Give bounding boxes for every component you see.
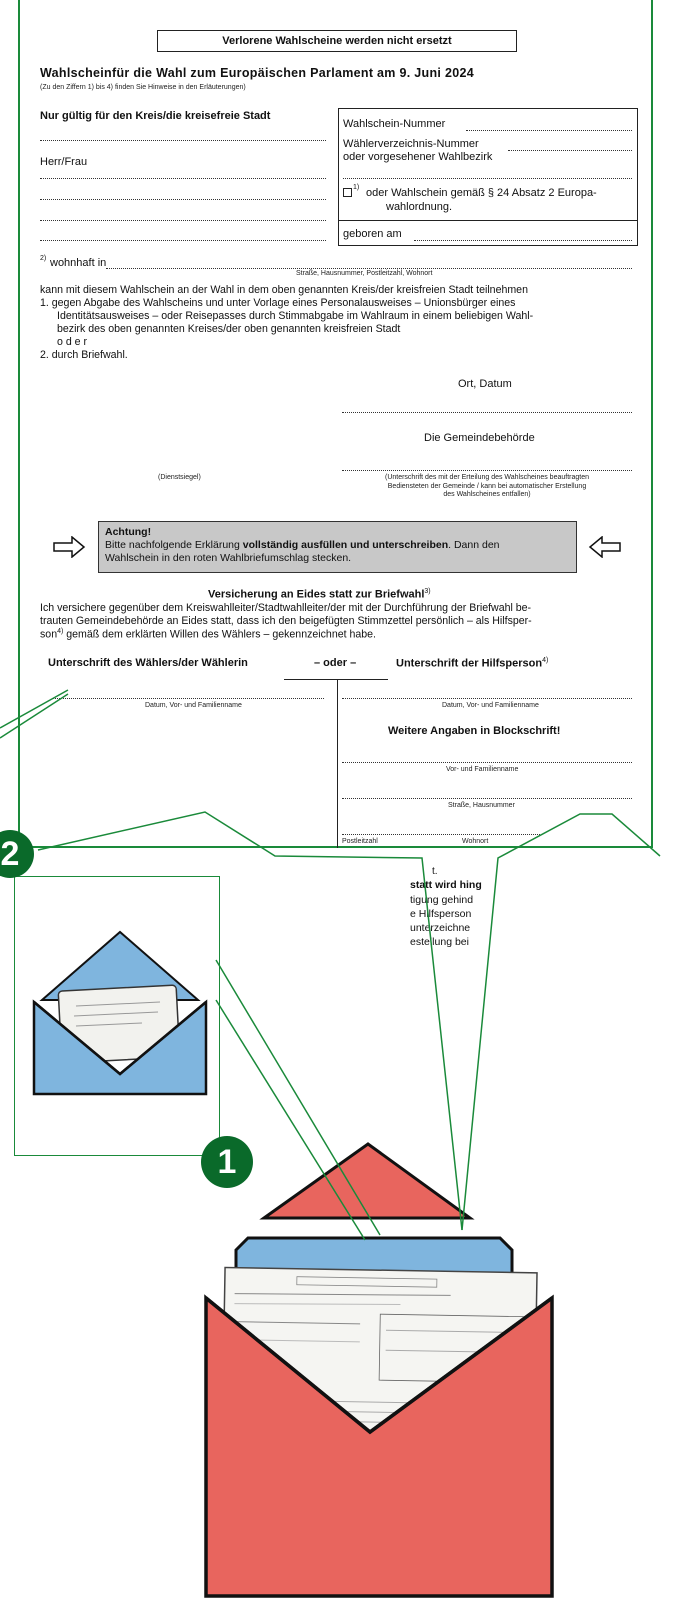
helper-plz-field[interactable] — [342, 834, 542, 835]
versicherung-line-3-a: son — [40, 628, 58, 641]
helper-signature-label — [396, 657, 548, 670]
body-item2: 2. durch Briefwahl. — [40, 349, 128, 361]
helper-plz-caption: Postleitzahl — [342, 838, 378, 845]
checkbox-text-2: wahlordnung. — [386, 201, 453, 213]
address-line-3[interactable] — [40, 220, 326, 221]
signature-oder: – oder – — [314, 657, 357, 669]
wahlbezirk-field[interactable] — [343, 178, 632, 179]
fragment-5: unterzeichne — [410, 922, 471, 934]
voter-signature-caption: Datum, Vor- und Familienname — [145, 702, 242, 709]
fragment-3: tigung gehind — [410, 894, 474, 906]
versicherung-heading-sup: 3) — [424, 588, 431, 595]
warning-text-bold: vollständig ausfüllen und unterschreiben — [242, 539, 449, 551]
versicherung-line-3-sup: 4) — [57, 628, 64, 635]
wahlschein-nr-field[interactable] — [466, 130, 632, 131]
body-oder: o d e r — [57, 336, 88, 348]
versicherung-line-3-b: gemäß dem erklärten Willen des Wählers – gekennzeichnet habe. — [63, 628, 377, 641]
warning-box — [98, 521, 577, 573]
helper-street-caption: Straße, Hausnummer — [448, 802, 515, 809]
resident-field[interactable] — [106, 268, 632, 269]
valid-for-label: Nur gültig für den Kreis/die kreisefreie Stadt — [40, 110, 271, 122]
signature-note-line-3: des Wahlscheines entfallen) — [443, 491, 531, 498]
notice-box — [157, 30, 517, 52]
left-arrow-icon — [588, 536, 622, 558]
address-line-1[interactable] — [40, 178, 326, 179]
large-envelope-illustration — [200, 1140, 560, 1600]
fragment-1: t. — [432, 866, 438, 877]
helper-name-caption: Vor- und Familienname — [446, 766, 519, 773]
helper-signature-field[interactable] — [342, 698, 632, 699]
signature-note — [342, 474, 632, 500]
signature-note-line-1: (Unterschrift des mit der Erteilung des Wahlscheines beauftragten — [384, 474, 589, 481]
body-intro: kann mit diesem Wahlschein an der Wahl in dem oben genannten Kreis/der kreisfreien Stadt teilnehmen — [40, 284, 528, 296]
box-divider-1 — [338, 220, 638, 221]
form-title: Wahlscheinfür die Wahl zum Europäischen Parlament am 9. Juni 2024 — [40, 66, 474, 80]
body-item1-a: 1. gegen Abgabe des Wahlscheins und unter Vorlage eines Personalausweises – Unionsbürger eines — [40, 297, 516, 309]
wahlordnung-checkbox[interactable] — [343, 188, 352, 197]
fragment-4: e Hilfsperson — [410, 908, 472, 920]
warning-line-2: Wahlschein in den roten Wahlbriefumschlag stecken. — [105, 552, 352, 564]
voter-signature-field[interactable] — [52, 698, 324, 699]
small-envelope-illustration — [30, 926, 210, 1106]
warning-line-1 — [105, 539, 570, 552]
ort-datum-field[interactable] — [342, 412, 632, 413]
block-letters-heading: Weitere Angaben in Blockschrift! — [388, 725, 561, 737]
born-label: geboren am — [343, 228, 402, 240]
badge-two-label: 2 — [0, 835, 20, 873]
badge-one-label: 1 — [217, 1143, 237, 1181]
resident-caption: Straße, Hausnummer, Postleitzahl, Wohnort — [296, 270, 433, 277]
valid-for-line[interactable] — [40, 140, 326, 141]
resident-label: wohnhaft in — [50, 257, 107, 269]
versicherung-line-2: trauten Gemeindebehörde an Eides statt, dass ich den beigefügten Stimmzettel persönlich – als Hilfsper- — [40, 615, 532, 627]
body-item1-c: bezirk des oben genannten Kreises/der oben genannten kreisfreien Stadt — [57, 323, 401, 335]
oder-underline — [284, 679, 388, 680]
versicherung-heading-text: Versicherung an Eides statt zur Briefwahl — [208, 588, 425, 601]
right-arrow-icon — [52, 536, 86, 558]
resident-footnote: 2) — [40, 255, 47, 262]
helper-street-field[interactable] — [342, 798, 632, 799]
warning-text-a: Bitte nachfolgende Erklärung — [105, 539, 243, 551]
fragment-6: estellung bei — [410, 936, 469, 948]
ort-datum-label: Ort, Datum — [458, 378, 512, 390]
form-subtitle: (Zu den Ziffern 1) bis 4) finden Sie Hinweise in den Erläuterungen) — [40, 84, 246, 91]
gemeinde-label: Die Gemeindebehörde — [424, 432, 535, 444]
versicherung-line-3 — [40, 628, 376, 641]
helper-name-field[interactable] — [342, 762, 632, 763]
voter-signature-label: Unterschrift des Wählers/der Wählerin — [48, 657, 248, 669]
dienstsiegel-label: (Dienstsiegel) — [158, 474, 201, 481]
hidden-page-fragment — [338, 848, 518, 968]
wahlbezirk-label: oder vorgesehener Wahlbezirk — [343, 151, 493, 163]
versicherung-heading — [208, 588, 431, 601]
waehlerverzeichnis-field[interactable] — [508, 150, 632, 151]
notice-text: Verlorene Wahlscheine werden nicht ersetzt — [222, 35, 452, 47]
checkbox-text-1: oder Wahlschein gemäß § 24 Absatz 2 Europa- — [366, 187, 597, 199]
versicherung-line-1: Ich versichere gegenüber dem Kreiswahlleiter/Stadtwahlleiter/der mit der Durchführung der Briefwahl be- — [40, 602, 532, 614]
warning-text-b: . Dann den — [448, 539, 500, 551]
address-line-2[interactable] — [40, 199, 326, 200]
gemeinde-signature-field[interactable] — [342, 470, 632, 471]
address-line-4[interactable] — [40, 240, 326, 241]
fragment-2: statt wird hing — [410, 879, 482, 891]
checkbox-footnote: 1) — [353, 184, 360, 191]
helper-signature-text: Unterschrift der Hilfsperson — [396, 657, 543, 670]
badge-one — [201, 1136, 253, 1188]
signature-note-line-2: Bediensteten der Gemeinde / kann bei automatischer Erstellung — [387, 482, 587, 490]
waehlerverzeichnis-label: Wählerverzeichnis-Nummer — [343, 138, 479, 150]
helper-signature-sup: 4) — [542, 657, 549, 664]
salutation-label: Herr/Frau — [40, 156, 88, 168]
signature-column-divider — [337, 679, 338, 848]
body-item1-b: Identitätsausweises – oder Reisepasses durch Stimmabgabe im Wahlraum in einem beliebigen Wahl- — [57, 310, 534, 322]
born-field[interactable] — [414, 240, 632, 241]
helper-ort-caption: Wohnort — [462, 838, 489, 845]
helper-signature-caption: Datum, Vor- und Familienname — [442, 702, 539, 709]
warning-title: Achtung! — [105, 526, 152, 538]
wahlschein-nr-label: Wahlschein-Nummer — [343, 118, 446, 130]
